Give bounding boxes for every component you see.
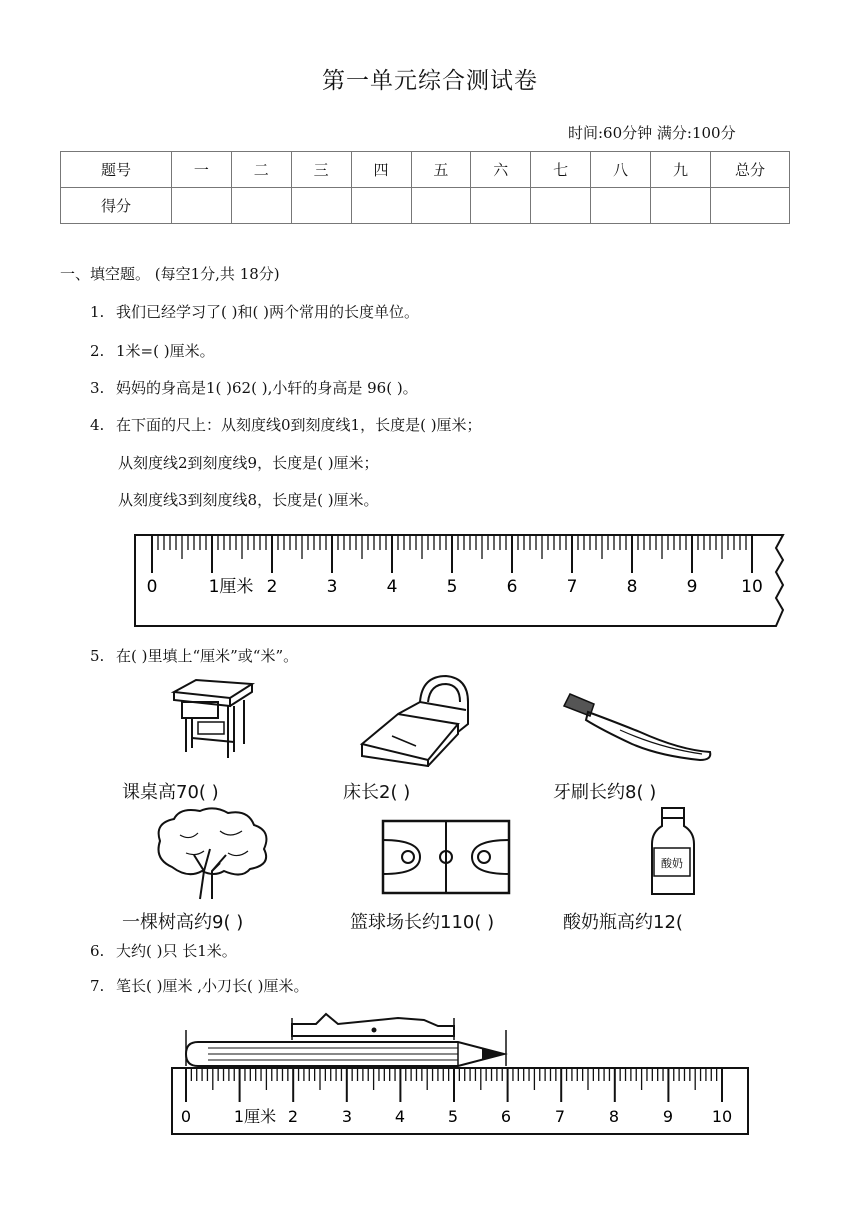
header-cell: 六: [471, 152, 531, 188]
question-number: 3.: [90, 379, 105, 397]
header-cell: 四: [351, 152, 411, 188]
tree-illustration: [150, 805, 275, 900]
yogurt-label: 酸奶: [661, 857, 683, 870]
ruler-large-svg: [133, 530, 788, 630]
ruler-label: 8: [608, 1107, 620, 1126]
header-cell: 九: [651, 152, 711, 188]
header-cell: 题号: [61, 152, 172, 188]
caption-court: 篮球场长约110( ): [350, 912, 495, 933]
header-cell: 二: [231, 152, 291, 188]
question-text: 1米=( )厘米。: [116, 342, 215, 360]
desk-illustration: [168, 678, 258, 760]
question-5: [90, 645, 298, 666]
caption-bed: 床长2( ): [343, 782, 411, 803]
score-cell[interactable]: [711, 188, 790, 224]
caption-tree: 一棵树高约9( ): [122, 912, 244, 933]
question-text: 在( )里填上“厘米”或“米”。: [116, 647, 299, 665]
question-number: 6.: [90, 942, 105, 960]
caption-desk: 课桌高70( ): [122, 782, 219, 803]
header-cell: 一: [172, 152, 232, 188]
score-cell[interactable]: [651, 188, 711, 224]
score-cell[interactable]: [411, 188, 471, 224]
ruler-label: 5: [447, 1107, 459, 1126]
question-text: 笔长( )厘米 ,小刀长( )厘米。: [116, 977, 309, 995]
question-number: 7.: [90, 977, 105, 995]
pencil-knife-ruler-illustration: [168, 1000, 758, 1140]
question-number: 1.: [90, 303, 105, 321]
header-cell: 三: [291, 152, 351, 188]
question-text: 妈妈的身高是1( )62( ),小轩的身高是 96( )。: [116, 379, 418, 397]
question-number: 2.: [90, 342, 105, 360]
ruler-label: 10: [711, 1107, 733, 1126]
ruler-label: 2: [266, 577, 278, 597]
ruler-label: 0: [180, 1107, 192, 1126]
score-header-row: [61, 152, 790, 188]
row-label: 得分: [61, 188, 172, 224]
question-number: 4.: [90, 416, 105, 434]
question-text: 在下面的尺上：从刻度线0到刻度线1，长度是( )厘米；: [116, 416, 482, 434]
ruler-label: 7: [566, 577, 578, 597]
exam-meta: 时间:60分钟 满分:100分: [568, 124, 736, 142]
score-cell[interactable]: [351, 188, 411, 224]
ruler-label: 2: [287, 1107, 299, 1126]
score-cell[interactable]: [231, 188, 291, 224]
score-cell[interactable]: [172, 188, 232, 224]
header-cell: 五: [411, 152, 471, 188]
header-cell: 七: [531, 152, 591, 188]
ruler-label: 8: [626, 577, 638, 597]
question-4: [90, 414, 482, 435]
question-text: 我们已经学习了( )和( )两个常用的长度单位。: [116, 303, 419, 321]
score-row: [61, 188, 790, 224]
question-text: 大约( )只 长1米。: [116, 942, 237, 960]
ruler-large: [133, 530, 788, 634]
ruler-label: 4: [394, 1107, 406, 1126]
section-heading: 一、填空题。 (每空1分,共 18分): [60, 265, 280, 283]
bed-illustration: [358, 672, 473, 767]
basketball-court-illustration: [380, 818, 512, 896]
ruler-label: 9: [686, 577, 698, 597]
ruler-label: 4: [386, 577, 398, 597]
score-cell[interactable]: [291, 188, 351, 224]
ruler-label: 7: [554, 1107, 566, 1126]
ruler-label: 9: [662, 1107, 674, 1126]
question-4-line-3: 从刻度线3到刻度线8，长度是( )厘米。: [118, 491, 379, 509]
header-cell: 总分: [711, 152, 790, 188]
ruler-label: 1厘米: [233, 1107, 277, 1126]
ruler-label: 3: [326, 577, 338, 597]
yogurt-bottle-illustration: [648, 806, 698, 898]
score-table: [60, 151, 790, 224]
ruler-label: 10: [741, 577, 763, 597]
caption-toothbrush: 牙刷长约8( ): [553, 782, 657, 803]
question-3: [90, 377, 418, 398]
question-1: [90, 301, 419, 322]
caption-yogurt: 酸奶瓶高约12(: [563, 912, 683, 933]
toothbrush-illustration: [560, 690, 715, 765]
question-7: [90, 975, 308, 996]
page-title: 第一单元综合测试卷: [322, 68, 538, 94]
ruler-label: 3: [341, 1107, 353, 1126]
ruler-label: 0: [146, 577, 158, 597]
score-cell[interactable]: [531, 188, 591, 224]
question-6: [90, 940, 237, 961]
question-2: [90, 340, 215, 361]
ruler-label: 1厘米: [208, 577, 254, 597]
knife: [292, 1014, 454, 1036]
ruler-label: 5: [446, 577, 458, 597]
question-number: 5.: [90, 647, 105, 665]
question-4-line-2: 从刻度线2到刻度线9，长度是( )厘米；: [118, 454, 379, 472]
score-cell[interactable]: [591, 188, 651, 224]
score-cell[interactable]: [471, 188, 531, 224]
ruler-label: 6: [506, 577, 518, 597]
header-cell: 八: [591, 152, 651, 188]
ruler-label: 6: [500, 1107, 512, 1126]
